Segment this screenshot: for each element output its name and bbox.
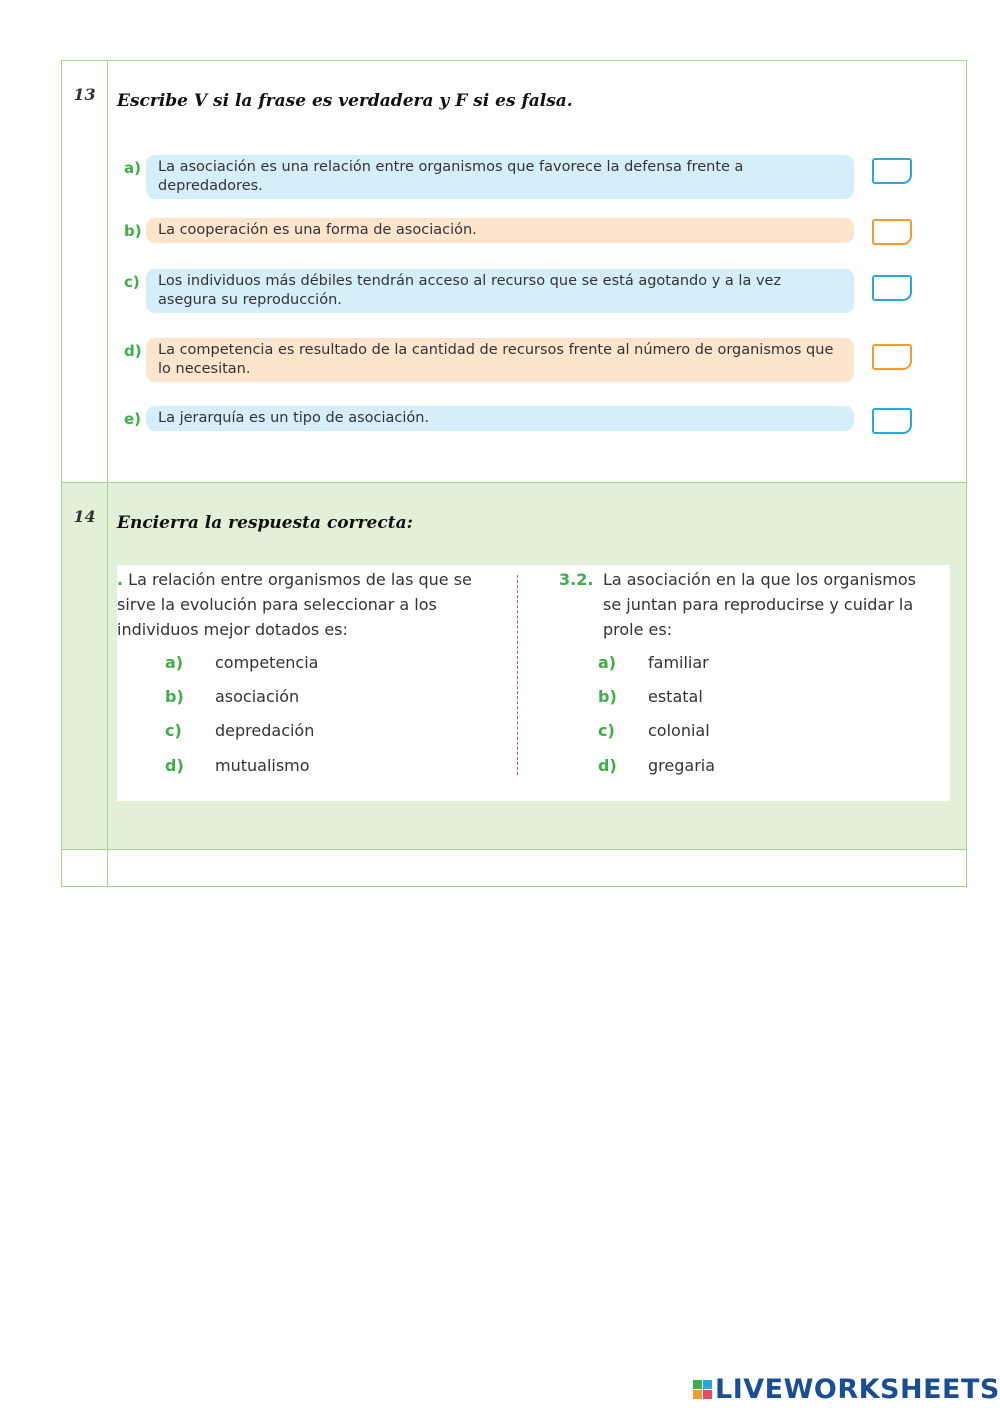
statement-letter: b) xyxy=(124,222,142,240)
option-text: colonial xyxy=(648,721,710,740)
worksheet-table xyxy=(61,60,967,887)
option-text: estatal xyxy=(648,687,703,706)
option-letter: a) xyxy=(598,653,617,672)
option-letter: c) xyxy=(165,721,182,740)
question-14-instruction: Encierra la respuesta correcta: xyxy=(117,513,413,533)
answer-box-d[interactable] xyxy=(872,344,912,370)
option-right-a[interactable] xyxy=(598,653,709,672)
question-right-number: 3.2. xyxy=(559,570,594,589)
liveworksheets-logo-icon xyxy=(693,1380,712,1399)
answer-box-a[interactable] xyxy=(872,158,912,184)
option-text: competencia xyxy=(215,653,319,672)
statement-text: La jerarquía es un tipo de asociación. xyxy=(146,406,854,431)
option-left-c[interactable] xyxy=(165,721,314,740)
option-right-c[interactable] xyxy=(598,721,710,740)
statement-text: La competencia es resultado de la cantidad de recursos frente al número de organismos que lo necesitan. xyxy=(146,338,854,382)
statement-letter: a) xyxy=(124,159,141,177)
option-letter: d) xyxy=(598,756,617,775)
option-left-b[interactable] xyxy=(165,687,299,706)
statement-b xyxy=(124,218,854,243)
option-text: gregaria xyxy=(648,756,716,775)
option-right-d[interactable] xyxy=(598,756,715,775)
statement-text: La cooperación es una forma de asociación. xyxy=(146,218,854,243)
statement-c xyxy=(124,269,854,313)
question-left-text xyxy=(117,567,497,642)
statement-letter: d) xyxy=(124,342,142,360)
statement-letter: e) xyxy=(124,410,142,428)
question-14-content xyxy=(108,483,966,849)
statement-d xyxy=(124,338,854,382)
question-number: 13 xyxy=(62,61,108,482)
empty-content-cell xyxy=(108,850,966,886)
question-14-row xyxy=(62,483,966,850)
option-right-b[interactable] xyxy=(598,687,703,706)
question-right-text xyxy=(559,567,939,642)
question-left-number: . xyxy=(117,570,124,589)
option-text: asociación xyxy=(215,687,300,706)
empty-row xyxy=(62,850,966,886)
brand-name: LIVEWORKSHEETS xyxy=(715,1374,1000,1405)
answer-box-c[interactable] xyxy=(872,275,912,301)
question-number: 14 xyxy=(62,483,108,849)
option-letter: b) xyxy=(165,687,184,706)
option-left-a[interactable] xyxy=(165,653,318,672)
statement-text: La asociación es una relación entre organismos que favorece la defensa frente a depredadores. xyxy=(146,155,854,199)
statement-text: Los individuos más débiles tendrán acceso al recurso que se está agotando y a la vez asegura su reproducción. xyxy=(146,269,854,313)
question-13-row xyxy=(62,61,966,483)
empty-number-cell xyxy=(62,850,108,886)
question-13-instruction: Escribe V si la frase es verdadera y F si es falsa. xyxy=(117,91,573,111)
option-letter: b) xyxy=(598,687,617,706)
multiple-choice-panel xyxy=(117,565,950,801)
option-letter: d) xyxy=(165,756,184,775)
answer-box-e[interactable] xyxy=(872,408,912,434)
question-right-prompt: La asociación en la que los organismos se juntan para reproducirse y cuidar la prole es: xyxy=(603,570,917,639)
statement-a xyxy=(124,155,854,199)
statement-e xyxy=(124,406,854,431)
option-text: familiar xyxy=(648,653,709,672)
question-left-prompt: La relación entre organismos de las que se sirve la evolución para seleccionar a los individuos mejor dotados es: xyxy=(117,570,472,639)
option-text: mutualismo xyxy=(215,756,310,775)
option-text: depredación xyxy=(215,721,315,740)
liveworksheets-brand xyxy=(693,1374,1000,1405)
option-letter: c) xyxy=(598,721,615,740)
column-divider xyxy=(517,575,518,775)
statement-letter: c) xyxy=(124,273,140,291)
option-letter: a) xyxy=(165,653,184,672)
answer-box-b[interactable] xyxy=(872,219,912,245)
question-13-content xyxy=(108,61,966,482)
option-left-d[interactable] xyxy=(165,756,310,775)
